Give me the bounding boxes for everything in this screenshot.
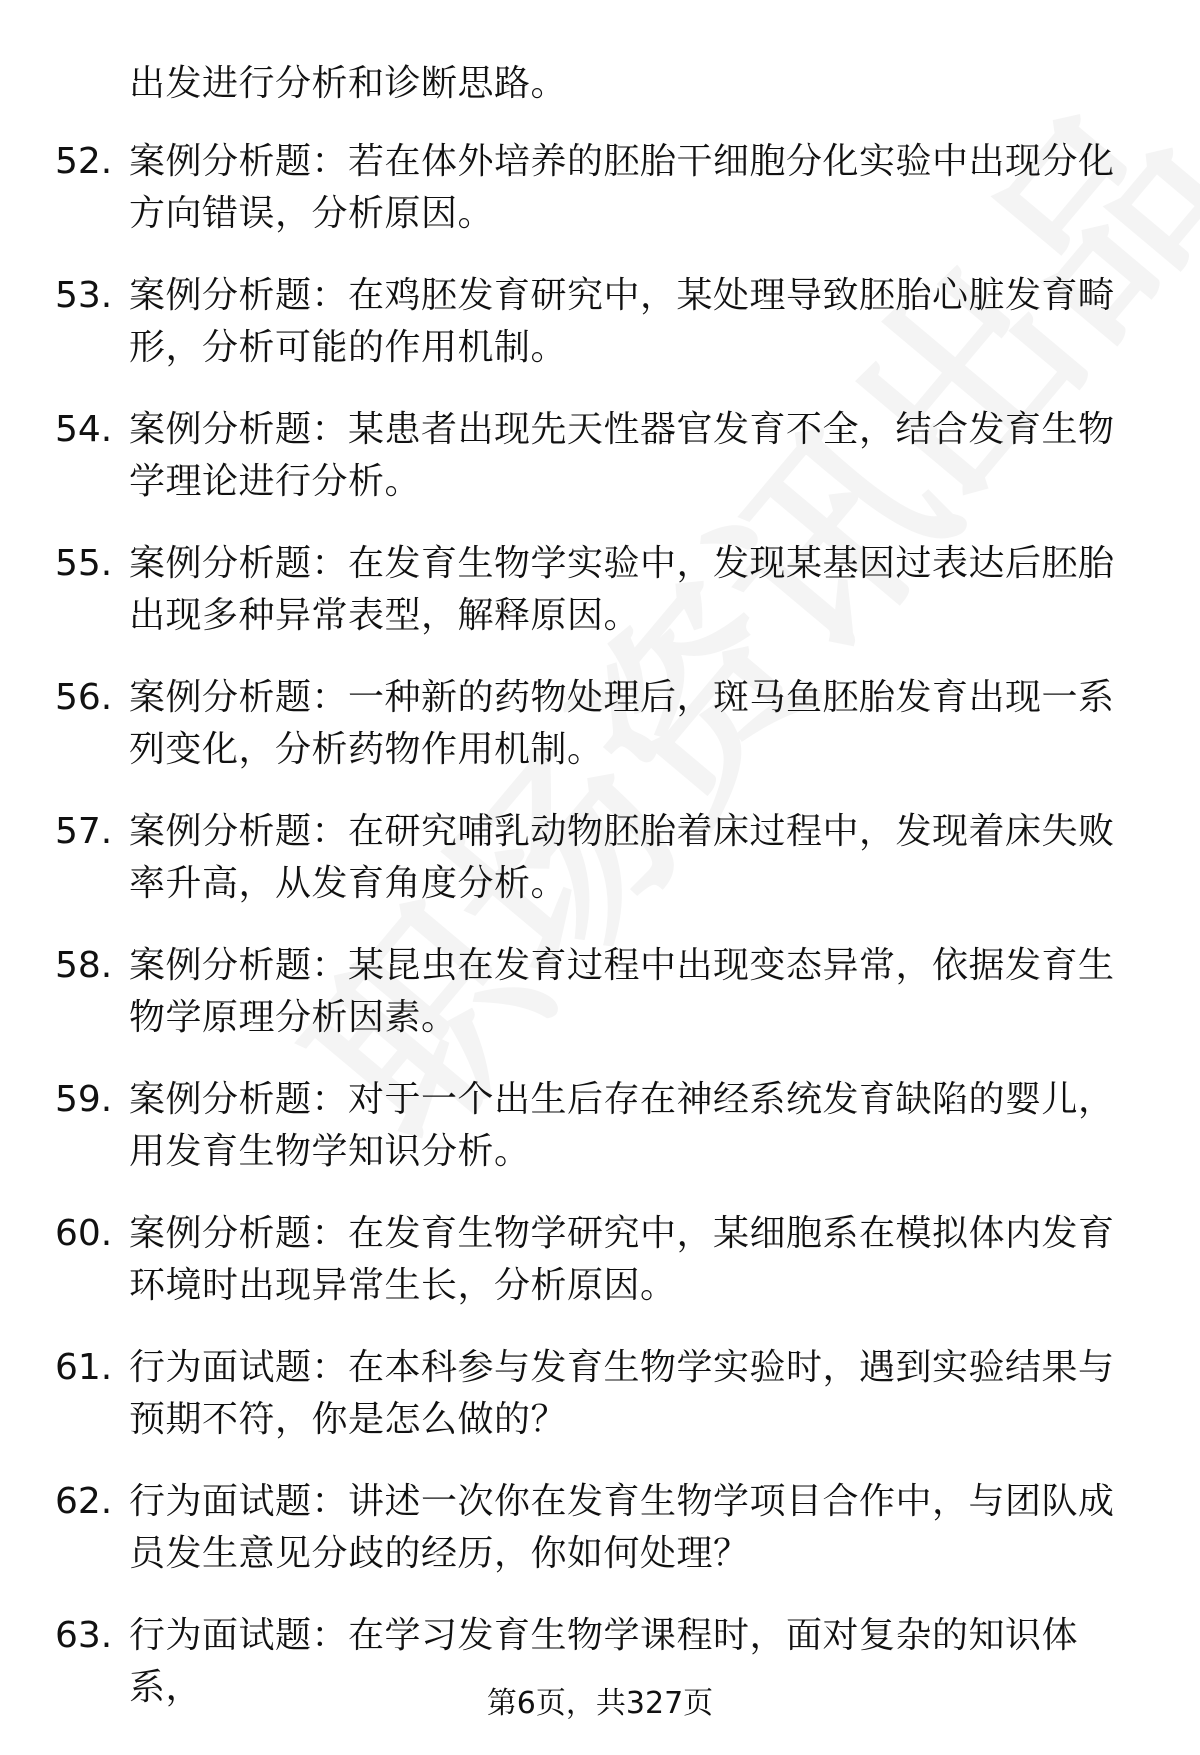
question-number: 56.: [55, 677, 113, 718]
question-number: 57.: [55, 811, 113, 852]
list-item: [0, 538, 1200, 672]
question-number: 54.: [55, 409, 113, 450]
list-item: [0, 672, 1200, 806]
question-number: 59.: [55, 1079, 113, 1120]
question-text: 案例分析题：在发育生物学实验中，发现某基因过表达后胚胎出现多种异常表型，解释原因。: [129, 543, 1115, 636]
question-number: 63.: [55, 1615, 113, 1656]
question-text: 行为面试题：讲述一次你在发育生物学项目合作中，与团队成员发生意见分歧的经历，你如何处理？: [129, 1481, 1115, 1574]
list-item: [0, 270, 1200, 404]
question-text: 案例分析题：在发育生物学研究中，某细胞系在模拟体内发育环境时出现异常生长，分析原因。: [129, 1213, 1115, 1306]
question-number: 62.: [55, 1481, 113, 1522]
list-item: [0, 1476, 1200, 1610]
question-text: 案例分析题：一种新的药物处理后，斑马鱼胚胎发育出现一系列变化，分析药物作用机制。: [129, 677, 1115, 770]
question-text: 案例分析题：若在体外培养的胚胎干细胞分化实验中出现分化方向错误，分析原因。: [129, 141, 1115, 234]
question-text: 案例分析题：在鸡胚发育研究中，某处理导致胚胎心脏发育畸形，分析可能的作用机制。: [129, 275, 1115, 368]
list-item: [0, 1342, 1200, 1476]
question-text: 案例分析题：在研究哺乳动物胚胎着床过程中，发现着床失败率升高，从发育角度分析。: [129, 811, 1115, 904]
list-item: [0, 806, 1200, 940]
question-text: 案例分析题：某患者出现先天性器官发育不全，结合发育生物学理论进行分析。: [129, 409, 1115, 502]
continued-line: 出发进行分析和诊断思路。: [129, 63, 568, 104]
question-number: 61.: [55, 1347, 113, 1388]
question-number: 52.: [55, 141, 113, 182]
question-number: 55.: [55, 543, 113, 584]
question-text: 案例分析题：某昆虫在发育过程中出现变态异常，依据发育生物学原理分析因素。: [129, 945, 1115, 1038]
list-item: [0, 940, 1200, 1074]
list-item: [0, 1208, 1200, 1342]
list-item: [0, 136, 1200, 270]
list-item: [0, 404, 1200, 538]
page-number-footer: 第6页，共327页: [486, 1686, 714, 1721]
question-text: 案例分析题：对于一个出生后存在神经系统发育缺陷的婴儿，用发育生物学知识分析。: [129, 1079, 1115, 1172]
question-number: 53.: [55, 275, 113, 316]
question-text: 行为面试题：在本科参与发育生物学实验时，遇到实验结果与预期不符，你是怎么做的？: [129, 1347, 1115, 1440]
list-item: [0, 1074, 1200, 1208]
question-number: 60.: [55, 1213, 113, 1254]
question-list: [0, 136, 1200, 1744]
question-text: 行为面试题：在学习发育生物学课程时，面对复杂的知识体系，: [129, 1615, 1079, 1708]
question-number: 58.: [55, 945, 113, 986]
